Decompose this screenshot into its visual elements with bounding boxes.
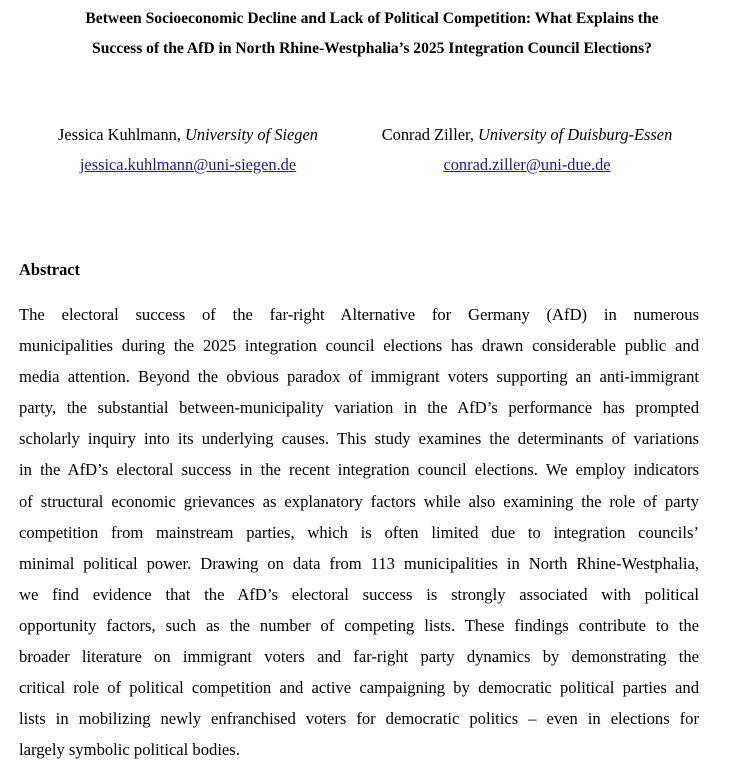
author-block [0,120,744,180]
abstract-line: broader literature on immigrant voters and far-right party dynamics by demonstrating the [19,647,699,667]
abstract-line: party, the substantial between-municipality variation in the AfD’s performance has prompted [19,398,699,418]
author-1 [38,120,338,180]
author-2 [362,120,692,180]
abstract-line: of structural economic grievances as explanatory factors while also examining the role of party [19,491,699,511]
abstract-line: competition from mainstream parties, which is often limited due to integration councils’ [19,522,699,542]
abstract-line: largely symbolic political bodies. [19,740,240,760]
abstract-line: media attention. Beyond the obvious paradox of immigrant voters supporting an anti-immigrant [19,367,699,387]
abstract-line: scholarly inquiry into its underlying causes. This study examines the determinants of variations [19,429,699,449]
author-2-affiliation: University of Duisburg-Essen [478,125,673,144]
abstract-line: opportunity factors, such as the number of competing lists. These findings contribute to the [19,615,699,635]
author-2-email-link[interactable]: conrad.ziller@uni-due.de [443,155,611,174]
paper-title [0,4,744,64]
abstract-line: in the AfD’s electoral success in the recent integration council elections. We employ indicators [19,460,699,480]
abstract-line: The electoral success of the far-right Alternative for Germany (AfD) in numerous [19,305,699,324]
author-2-name: Conrad Ziller, [381,125,474,144]
abstract-line: we find evidence that the AfD’s electoral success is strongly associated with political [19,584,699,604]
title-line-2: Success of the AfD in North Rhine-Westphalia’s 2025 Integration Council Elections? [92,40,652,57]
author-1-name: Jessica Kuhlmann, [58,125,181,144]
abstract-body [19,299,699,765]
abstract-line: critical role of political competition and active campaigning by democratic political parties and [19,678,699,698]
abstract-line: lists in mobilizing newly enfranchised voters for democratic politics – even in elections for [19,709,699,729]
author-1-affiliation: University of Siegen [185,125,318,144]
abstract-heading: Abstract [19,260,80,279]
abstract-line: municipalities during the 2025 integration council elections has drawn considerable public and [19,336,699,356]
title-line-1: Between Socioeconomic Decline and Lack of Political Competition: What Explains the [85,10,659,27]
author-1-email-link[interactable]: jessica.kuhlmann@uni-siegen.de [79,155,297,174]
abstract-line: minimal political power. Drawing on data from 113 municipalities in North Rhine-Westphalia, [19,553,699,573]
